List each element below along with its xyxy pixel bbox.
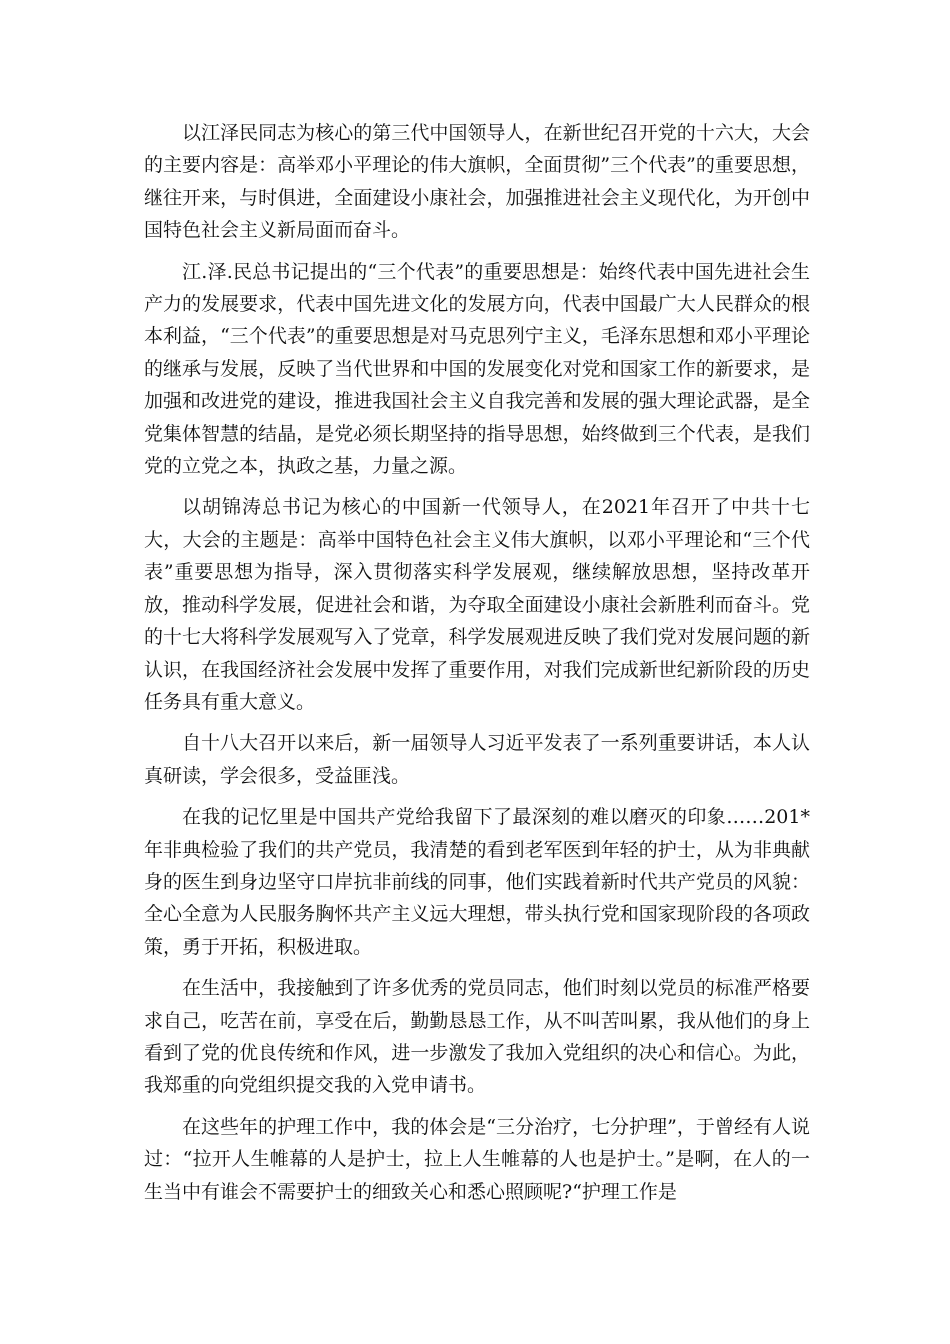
document-body: [144, 117, 810, 1217]
paragraph-7: 在这些年的护理工作中，我的体会是“三分治疗，七分护理”，于曾经有人说过：“拉开人生帷幕的人是护士，拉上人生帷幕的人也是护士。”是啊，在人的一生当中有谁会不需要护士的细致关心和悉心照顾呢?“护理工作是: [144, 1115, 810, 1203]
paragraph-4: 自十八大召开以来后，新一届领导人习近平发表了一系列重要讲话，本人认真研读，学会很多，受益匪浅。: [144, 732, 810, 787]
paragraph-5: 在我的记忆里是中国共产党给我留下了最深刻的难以磨灭的印象……201*年非典检验了我们的共产党员，我清楚的看到老军医到年轻的护士，从为非典献身的医生到身边坚守口岸抗非前线的同事，他们实践着新时代共产党员的风貌：全心全意为人民服务胸怀共产主义远大理想，带头执行党和国家现阶段的各项政策，勇于开拓，积极进取。: [144, 806, 810, 958]
paragraph-2: 江.泽.民总书记提出的“三个代表”的重要思想是：始终代表中国先进社会生产力的发展要求，代表中国先进文化的发展方向，代表中国最广大人民群众的根本利益，“三个代表”的重要思想是对马克思列宁主义，毛泽东思想和邓小平理论的继承与发展，反映了当代世界和中国的发展变化对党和国家工作的新要求，是加强和改进党的建设，推进我国社会主义自我完善和发展的强大理论武器，是全党集体智慧的结晶，是党必须长期坚持的指导思想，始终做到三个代表，是我们党的立党之本，执政之基，力量之源。: [144, 260, 810, 478]
paragraph-1: 以江泽民同志为核心的第三代中国领导人，在新世纪召开党的十六大，大会的主要内容是：高举邓小平理论的伟大旗帜，全面贯彻”三个代表”的重要思想，继往开来，与时俱进，全面建设小康社会，加强推进社会主义现代化，为开创中国特色社会主义新局面而奋斗。: [144, 122, 810, 242]
paragraph-3: 以胡锦涛总书记为核心的中国新一代领导人，在2021年召开了中共十七大，大会的主题是：高举中国特色社会主义伟大旗帜，以邓小平理论和“三个代表”重要思想为指导，深入贯彻落实科学发展观，继续解放思想，坚持改革开放，推动科学发展，促进社会和谐，为夺取全面建设小康社会新胜利而奋斗。党的十七大将科学发展观写入了党章，科学发展观进反映了我们党对发展问题的新认识，在我国经济社会发展中发挥了重要作用，对我们完成新世纪新阶段的历史任务具有重大意义。: [144, 496, 810, 713]
paragraph-6: 在生活中，我接触到了许多优秀的党员同志，他们时刻以党员的标准严格要求自己，吃苦在前，享受在后，勤勤恳恳工作，从不叫苦叫累，我从他们的身上看到了党的优良传统和作风，进一步激发了我加入党组织的决心和信心。为此，我郑重的向党组织提交我的入党申请书。: [144, 977, 810, 1097]
